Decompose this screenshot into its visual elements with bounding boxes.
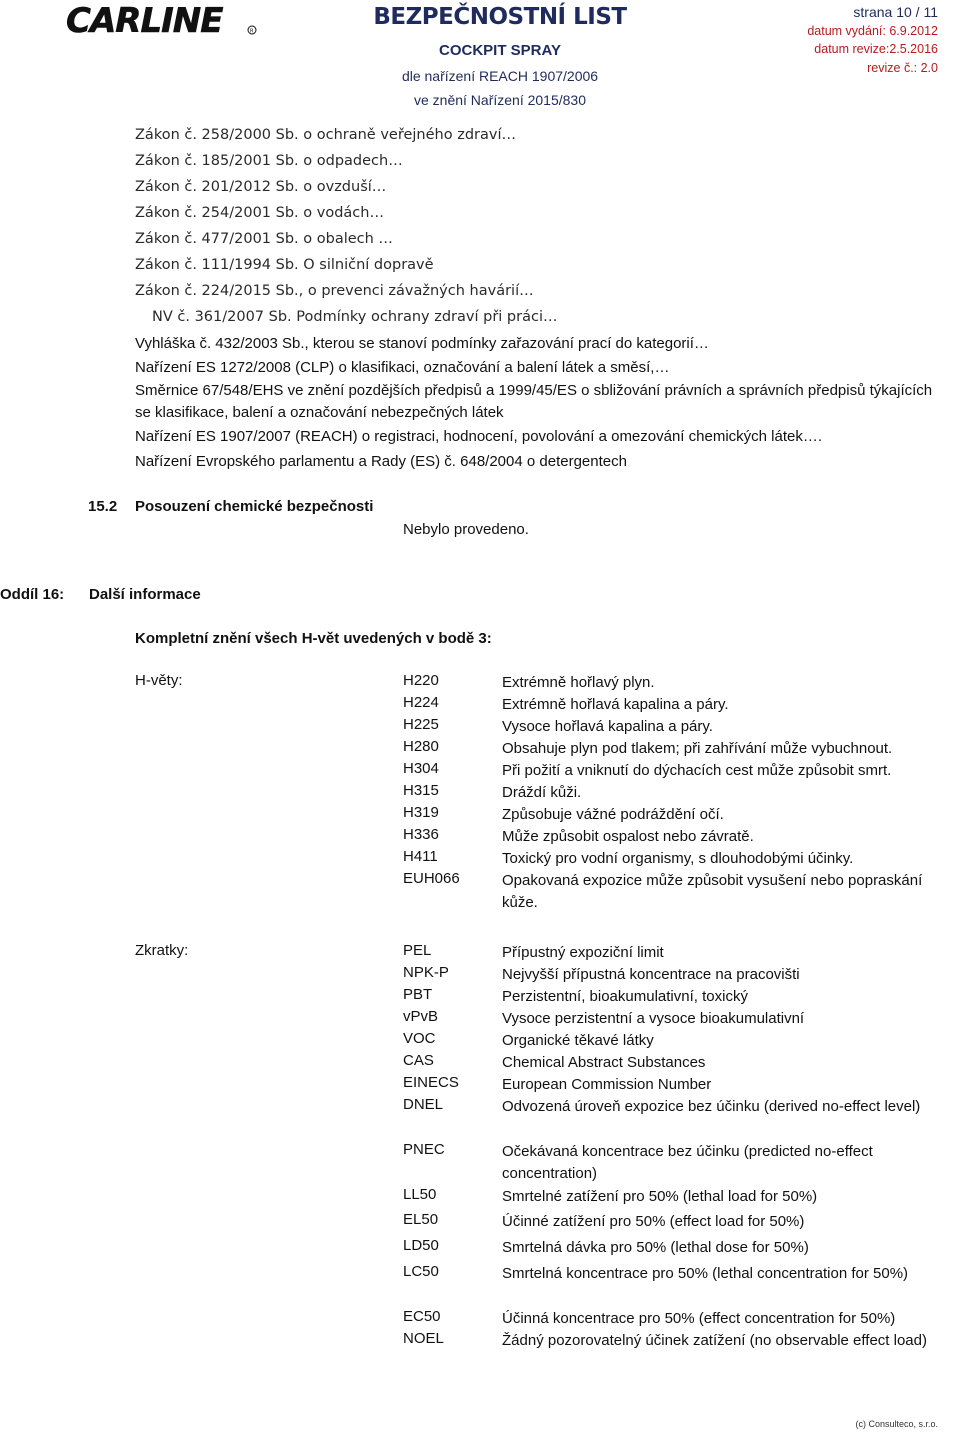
subsection-number: 15.2 [88,498,118,515]
law-item: Zákon č. 224/2015 Sb., o prevenci závažných havárií… [135,283,534,299]
law-item: Vyhláška č. 432/2003 Sb., kterou se stanoví podmínky zařazování prací do kategorií… [135,335,709,352]
h-code: EUH066 [403,870,460,887]
abbr-text: Přípustný expoziční limit [502,944,664,961]
abbr-code: PEL [403,942,432,959]
page-number: strana 10 / 11 [853,4,938,20]
amendment-ref: ve znění Nařízení 2015/830 [413,92,586,108]
abbr-text: Smrtelná dávka pro 50% (lethal dose for 50%) [502,1239,809,1256]
law-item: Nařízení Evropského parlamentu a Rady (ES) č. 648/2004 o detergentech [135,453,627,470]
issue-date: datum vydání: 6.9.2012 [807,24,938,38]
abbr-text: Účinné zatížení pro 50% (effect load for 50%) [502,1213,805,1230]
subsection-text: Nebylo provedeno. [403,521,529,538]
law-item: Zákon č. 185/2001 Sb. o odpadech… [135,153,403,169]
abbr-code: PNEC [403,1141,445,1158]
abbr-code: DNEL [403,1096,444,1113]
law-item: Nařízení ES 1272/2008 (CLP) o klasifikaci, označování a balení látek a směsí,… [135,359,670,376]
svg-text:R: R [250,28,254,35]
abbr-text: Očekávaná koncentrace bez účinku (predicted no-effect concentration) [502,1143,873,1182]
law-item: Směrnice 67/548/EHS ve znění pozdějších předpisů a 1999/45/ES o sbližování právních a správních předpisů týkajících se klasifikace, balení a označování nebezpečných látek [135,382,933,421]
h-text: Může způsobit ospalost nebo závratě. [502,828,754,845]
abbr-code: LL50 [403,1186,437,1203]
law-item: Nařízení ES 1907/2007 (REACH) o registraci, hodnocení, povolování a omezování chemických látek…. [135,428,823,445]
abbreviations-label: Zkratky: [135,942,189,959]
footer-copyright: (c) Consulteco, s.r.o. [855,1419,938,1429]
h-text: Obsahuje plyn pod tlakem; při zahřívání může vybuchnout. [502,740,893,757]
law-item: Zákon č. 111/1994 Sb. O silniční dopravě [135,257,434,273]
abbr-text: Vysoce perzistentní a vysoce bioakumulativní [502,1010,805,1027]
carline-logo [62,2,262,40]
abbr-code: NPK-P [403,964,449,981]
abbr-text: Smrtelné zatížení pro 50% (lethal load for 50%) [502,1188,818,1205]
law-item: Zákon č. 254/2001 Sb. o vodách… [135,205,384,221]
abbr-code: NOEL [403,1330,444,1347]
document-title: BEZPEČNOSTNÍ LIST [373,4,627,30]
law-item: NV č. 361/2007 Sb. Podmínky ochrany zdraví při práci… [152,309,558,325]
section-label: Oddíl 16: [0,586,65,603]
abbr-code: LC50 [403,1263,439,1280]
h-code: H319 [403,804,439,821]
abbr-code: EC50 [403,1308,441,1325]
product-name: COCKPIT SPRAY [439,42,561,59]
h-code: H224 [403,694,439,711]
h-code: H280 [403,738,439,755]
h-code: H220 [403,672,439,689]
h-text: Vysoce hořlavá kapalina a páry. [502,718,713,735]
abbr-text: Nejvyšší přípustná koncentrace na pracovišti [502,966,800,983]
svg-text:CARLINE: CARLINE [66,2,223,40]
h-text: Toxický pro vodní organismy, s dlouhodobými účinky. [502,850,854,867]
abbr-code: VOC [403,1030,436,1047]
revision-date: datum revize:2.5.2016 [814,42,938,56]
abbr-text: Účinná koncentrace pro 50% (effect concentration for 50%) [502,1310,896,1327]
abbr-code: EINECS [403,1074,459,1091]
abbr-code: CAS [403,1052,434,1069]
h-code: H411 [403,848,438,865]
subsection-title: Posouzení chemické bezpečnosti [135,498,374,515]
h-text: Při požití a vniknutí do dýchacích cest může způsobit smrt. [502,762,892,779]
abbr-code: PBT [403,986,433,1003]
abbr-text: Perzistentní, bioakumulativní, toxický [502,988,748,1005]
abbr-text: Odvozená úroveň expozice bez účinku (derived no-effect level) [502,1098,921,1115]
h-text: Extrémně hořlavá kapalina a páry. [502,696,729,713]
h-code: H225 [403,716,439,733]
h-text: Extrémně hořlavý plyn. [502,674,655,691]
law-item: Zákon č. 201/2012 Sb. o ovzduší… [135,179,387,195]
h-text: Dráždí kůži. [502,784,582,801]
section-title: Další informace [89,586,201,603]
abbr-text: Smrtelná koncentrace pro 50% (lethal concentration for 50%) [502,1265,909,1282]
abbr-code: vPvB [403,1008,439,1025]
abbr-text: Chemical Abstract Substances [502,1054,706,1071]
abbr-text: European Commission Number [502,1076,712,1093]
h-statements-heading: Kompletní znění všech H-vět uvedených v bodě 3: [135,630,492,647]
h-text: Opakovaná expozice může způsobit vysušení nebo popraskání kůže. [502,872,923,911]
h-statements-label: H-věty: [135,672,183,689]
h-code: H304 [403,760,439,777]
law-item: Zákon č. 258/2000 Sb. o ochraně veřejného zdraví… [135,127,516,143]
h-text: Způsobuje vážné podráždění očí. [502,806,724,823]
law-item: Zákon č. 477/2001 Sb. o obalech … [135,231,393,247]
regulation-ref: dle nařízení REACH 1907/2006 [401,68,599,84]
abbr-text: Organické těkavé látky [502,1032,654,1049]
h-code: H315 [403,782,439,799]
revision-number: revize č.: 2.0 [867,61,938,75]
h-code: H336 [403,826,439,843]
abbr-code: LD50 [403,1237,439,1254]
abbr-text: Žádný pozorovatelný účinek zatížení (no observable effect load) [502,1332,927,1349]
abbr-code: EL50 [403,1211,439,1228]
